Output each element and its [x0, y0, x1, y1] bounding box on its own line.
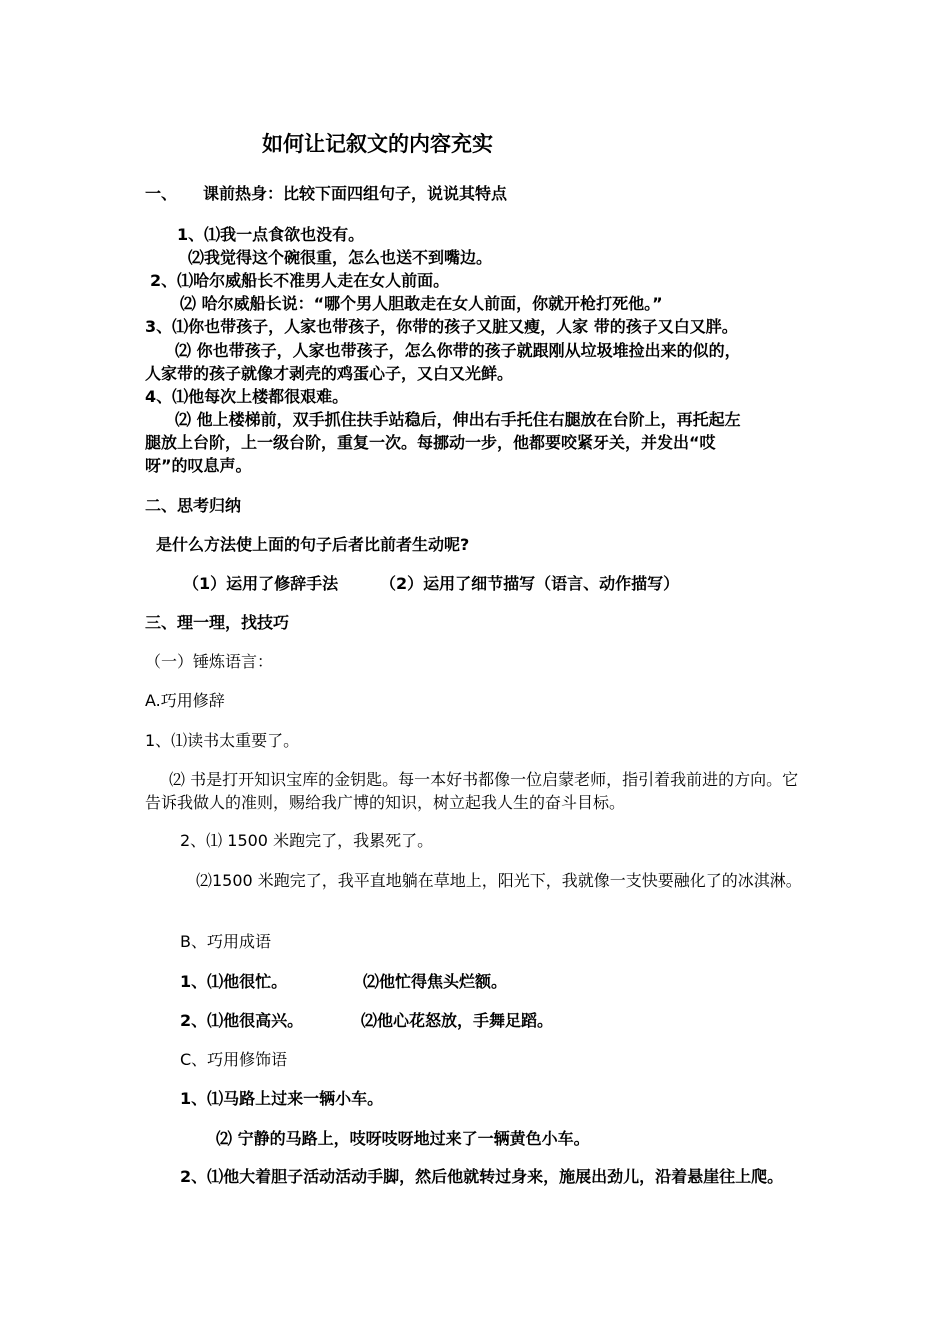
item-a-line-3: 2、⑴ 1500 米跑完了，我累死了。 — [180, 831, 434, 850]
item-c-line-3: 2、⑴他大着胆子活动活动手脚，然后他就转过身来，施展出劲儿，沿着悬崖往上爬。 — [180, 1167, 784, 1186]
item-b-line-2a: 2、⑴他很高兴。 — [180, 1011, 304, 1030]
warmup-line-7: 4、⑴他每次上楼都很艰难。 — [145, 387, 349, 406]
warmup-line-6a: ⑵ 你也带孩子，人家也带孩子，怎么你带的孩子就跟刚从垃圾堆捡出来的似的， — [175, 341, 741, 360]
item-c-label: C、巧用修饰语 — [180, 1050, 288, 1069]
item-a-line-1: 1、⑴读书太重要了。 — [145, 731, 300, 750]
item-b-line-1b: ⑵他忙得焦头烂额。 — [363, 972, 508, 991]
section-1-number: 一、 — [145, 184, 178, 203]
item-b-line-1a: 1、⑴他很忙。 — [180, 972, 288, 991]
item-c-line-2: ⑵ 宁静的马路上，吱呀吱呀地过来了一辆黄色小车。 — [216, 1129, 590, 1148]
warmup-line-6b: 人家带的孩子就像才剥壳的鸡蛋心子，又白又光鲜。 — [145, 364, 514, 383]
warmup-line-8b: 腿放上台阶，上一级台阶，重复一次。每挪动一步，他都要咬紧牙关，并发出“哎 — [145, 433, 716, 452]
warmup-line-1: 1、⑴我一点食欲也没有。 — [177, 225, 365, 244]
item-a-label: A.巧用修辞 — [145, 691, 225, 710]
item-a-line-2: ⑵ 书是打开知识宝库的金钥匙。每一本好书都像一位启蒙老师，指引着我前进的方向。它告诉我做人的准则，赐给我广博的知识，树立起我人生的奋斗目标。 — [145, 770, 799, 812]
warmup-line-5: 3、⑴你也带孩子，人家也带孩子，你带的孩子又脏又瘦，人家 带的孩子又白又胖。 — [145, 317, 738, 336]
warmup-line-8c: 呀”的叹息声。 — [145, 456, 252, 475]
subsection-heading: （一）锤炼语言： — [145, 652, 274, 671]
section-2-answer-1: （1）运用了修辞手法 — [183, 574, 339, 593]
item-b-line-2b: ⑵他心花怒放，手舞足蹈。 — [361, 1011, 554, 1030]
item-b-label: B、巧用成语 — [180, 932, 271, 951]
section-2-question: 是什么方法使上面的句子后者比前者生动呢? — [156, 535, 470, 554]
page-title: 如何让记叙文的内容充实 — [262, 132, 493, 156]
item-c-line-1: 1、⑴马路上过来一辆小车。 — [180, 1089, 384, 1108]
section-2-heading: 二、思考归纳 — [145, 496, 242, 515]
section-2-answer-2: （2）运用了细节描写（语言、动作描写） — [380, 574, 680, 593]
warmup-line-4: ⑵ 哈尔威船长说：“哪个男人胆敢走在女人前面，你就开枪打死他。” — [180, 294, 663, 313]
section-1-heading: 课前热身：比较下面四组句子，说说其特点 — [203, 184, 508, 203]
warmup-line-2: ⑵我觉得这个碗很重，怎么也送不到嘴边。 — [188, 248, 493, 267]
item-a-line-4: ⑵1500 米跑完了，我平直地躺在草地上，阳光下，我就像一支快要融化了的冰淇淋。 — [196, 871, 802, 890]
warmup-line-3: 2、⑴哈尔威船长不准男人走在女人前面。 — [150, 271, 450, 290]
warmup-line-8a: ⑵ 他上楼梯前，双手抓住扶手站稳后，伸出右手托住右腿放在台阶上，再托起左 — [175, 410, 741, 429]
section-3-heading: 三、理一理，找技巧 — [145, 613, 290, 632]
